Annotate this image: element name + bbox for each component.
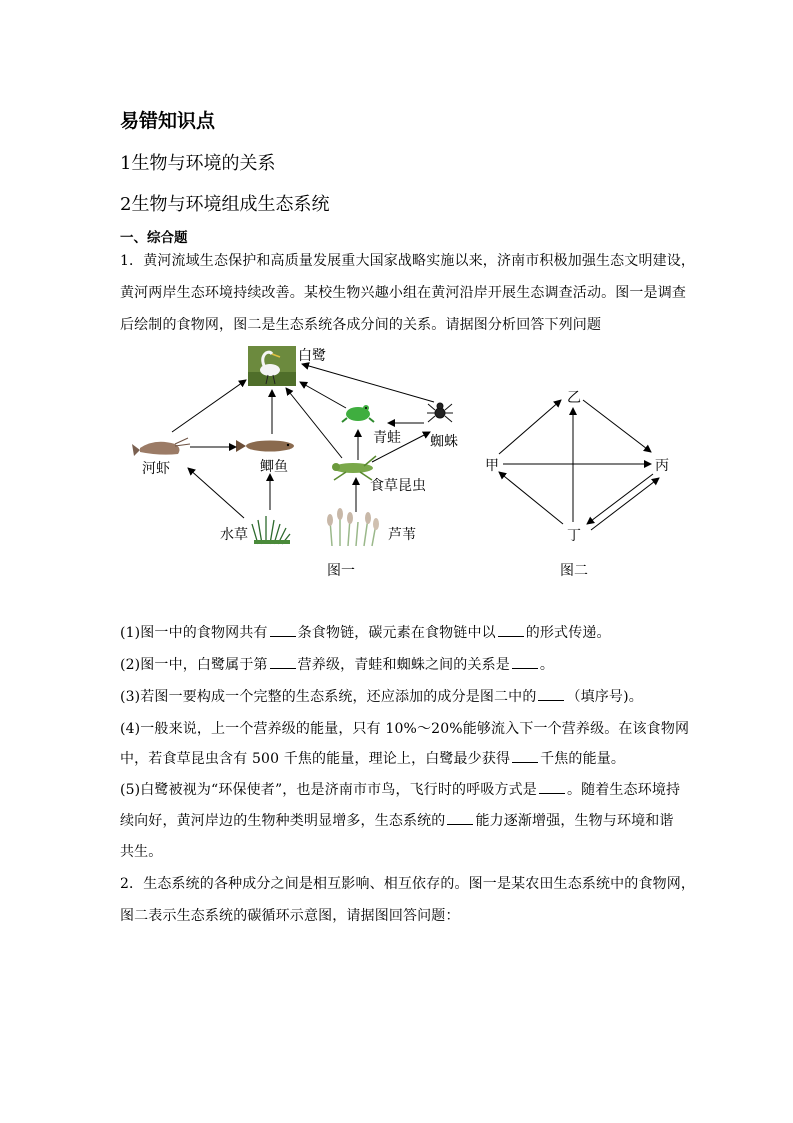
insect-image xyxy=(332,456,376,480)
crucian-label: 鲫鱼 xyxy=(260,459,288,475)
arrow-frog-egret xyxy=(300,382,346,408)
node-yi: 乙 xyxy=(567,390,581,406)
frog-image xyxy=(342,405,374,422)
spider-label: 蜘蛛 xyxy=(430,434,458,450)
waterweed-image xyxy=(252,516,290,544)
arrow-bing-ding xyxy=(587,474,653,524)
q1-sub-4-line-2: 中，若食草昆虫含有 500 千焦的能量，理论上，白鹭最少获得 千焦的能量。 xyxy=(120,751,626,767)
shrimp-label: 河虾 xyxy=(142,461,170,477)
q1-sub-4-line-1: (4)一般来说，上一个营养级的能量，只有 10%～20%能够流入下一个营养级。在该食物网 xyxy=(120,721,690,737)
q1-sub-5-line-2: 续向好，黄河岸边的生物种类明显增多，生态系统的 能力逐渐增强，生物与环境和谐 xyxy=(120,813,674,829)
fig1-caption: 图一 xyxy=(327,563,355,579)
answer-blank[interactable] xyxy=(270,624,296,637)
answer-blank[interactable] xyxy=(270,656,296,669)
arrow-jia-yi xyxy=(499,400,561,454)
frog-label: 青蛙 xyxy=(373,430,401,446)
ecosystem-components-figure xyxy=(475,378,685,548)
fig2-caption: 图二 xyxy=(560,563,588,579)
arrow-shrimp-egret xyxy=(172,380,246,432)
insect-label: 食草昆虫 xyxy=(370,478,426,494)
answer-blank[interactable] xyxy=(512,750,538,763)
q1-intro-line-2: 黄河两岸生态环境持续改善。某校生物兴趣小组在黄河沿岸开展生态调查活动。图一是调查 xyxy=(120,285,686,301)
reed-image xyxy=(327,508,379,546)
food-web-figure xyxy=(120,338,460,583)
page-title: 易错知识点 xyxy=(120,110,216,132)
answer-blank[interactable] xyxy=(538,688,564,701)
arrow-ding-bing xyxy=(591,478,659,530)
egret-image xyxy=(248,346,296,386)
answer-blank[interactable] xyxy=(498,624,524,637)
crucian-image xyxy=(236,440,294,452)
q1-sub-3: (3)若图一要构成一个完整的生态系统，还应添加的成分是图二中的 （填序号)。 xyxy=(120,689,643,705)
node-bing: 丙 xyxy=(655,458,669,474)
q1-sub-2: (2)图一中，白鹭属于第 营养级，青蛙和蜘蛛之间的关系是 。 xyxy=(120,657,555,673)
answer-blank[interactable] xyxy=(512,656,538,669)
arrow-yi-bing xyxy=(583,400,651,452)
q1-intro-line-1: 1．黄河流域生态保护和高质量发展重大国家战略实施以来，济南市积极加强生态文明建设， xyxy=(120,253,696,269)
arrow-spider-egret xyxy=(302,364,434,402)
q2-intro-line-2: 图二表示生态系统的碳循环示意图，请据图回答问题： xyxy=(120,908,460,924)
waterweed-label: 水草 xyxy=(220,527,248,543)
answer-blank[interactable] xyxy=(539,781,565,794)
reed-label: 芦苇 xyxy=(388,527,416,543)
spider-image xyxy=(427,403,453,422)
q1-sub-5-line-1: (5)白鹭被视为“环保使者”，也是济南市市鸟，飞行时的呼吸方式是 。随着生态环境持 xyxy=(120,782,681,798)
arrow-ding-jia xyxy=(499,472,563,524)
knowledge-point-2: 2生物与环境组成生态系统 xyxy=(120,194,330,215)
node-jia: 甲 xyxy=(485,458,499,474)
shrimp-image xyxy=(132,438,190,456)
q1-sub-1: (1)图一中的食物网共有 条食物链，碳元素在食物链中以 的形式传递。 xyxy=(120,625,611,641)
egret-label: 白鹭 xyxy=(298,348,326,364)
q1-sub-5-line-3: 共生。 xyxy=(120,844,163,860)
arrow-waterweed-shrimp xyxy=(188,468,244,518)
answer-blank[interactable] xyxy=(447,812,473,825)
arrow-insect-egret xyxy=(286,388,342,458)
section-heading: 一、综合题 xyxy=(120,230,188,246)
knowledge-point-1: 1生物与环境的关系 xyxy=(120,153,276,174)
node-ding: 丁 xyxy=(567,528,581,544)
q1-intro-line-3: 后绘制的食物网，图二是生态系统各成分间的关系。请据图分析回答下列问题 xyxy=(120,317,602,333)
q2-intro-line-1: 2．生态系统的各种成分之间是相互影响、相互依存的。图一是某农田生态系统中的食物网， xyxy=(120,876,696,892)
